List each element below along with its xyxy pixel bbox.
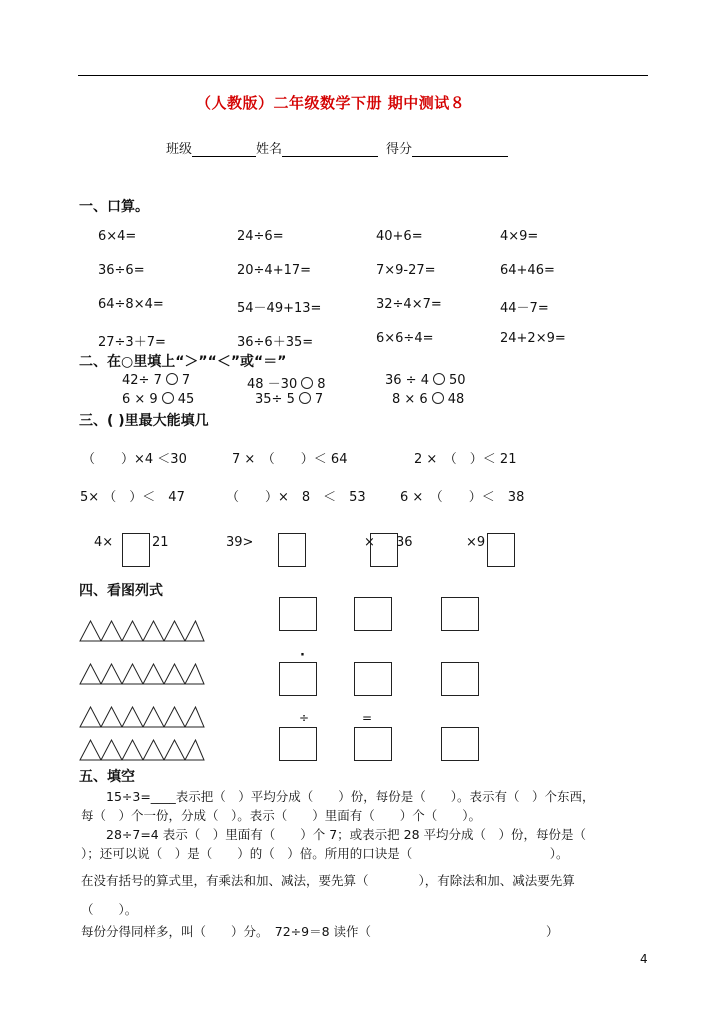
inequality-item: 6 × （ ）＜ 38 [400,490,525,505]
inequality-item: （ ）× 8 ＜ 53 [226,490,366,505]
compare-item: 8 × 6 48 [392,392,465,407]
compare-circle[interactable] [433,373,445,385]
division-sign: ÷ [299,711,310,725]
triangle-row [79,620,205,642]
answer-box[interactable] [487,533,515,567]
fill-line: 15÷3=____表示把（ ）平均分成（ ）份，每份是（ ）。表示有（ ）个东西， [106,789,595,804]
compare-item: 36 ÷ 4 50 [385,373,466,388]
compare-circle[interactable] [299,392,311,404]
fill-line: 每（ ）个一份，分成（ ）。表示（ ）里面有（ ）个（ ）。 [81,808,482,823]
equals-sign: = [362,711,373,725]
fill-line: 28÷7=4 表示（ ）里面有（ ）个 7；或表示把 28 平均分成（ ）份，每份是（ [106,827,587,842]
answer-box[interactable] [354,727,392,761]
name-field[interactable] [282,142,378,157]
fill-line: 在没有括号的算式里，有乘法和加、减法，要先算（ ），有除法和加、减法要先算 [81,873,575,888]
box-expr-text: ×9 [466,535,486,550]
name-label: 姓名 [256,142,283,157]
inequality-item: 2 × （ ）＜ 21 [414,452,517,467]
calc-item: 36÷6= [98,263,145,278]
answer-box[interactable] [278,533,306,567]
compare-circle[interactable] [301,377,313,389]
section3-heading: 三、( )里最大能填几 [79,413,209,429]
calc-item: 6×4= [98,229,137,244]
answer-box[interactable] [279,727,317,761]
compare-circle[interactable] [162,392,174,404]
calc-item: 24÷6= [237,229,284,244]
section5-heading: 五、填空 [79,769,135,785]
top-rule [78,75,648,76]
score-label: 得分 [386,142,413,157]
answer-box[interactable] [122,533,150,567]
class-field[interactable] [192,142,256,157]
answer-box[interactable] [370,533,398,567]
answer-box[interactable] [441,662,479,696]
compare-item: 42÷ 7 7 [122,373,191,388]
calc-item: 54－49+13= [237,301,322,316]
calc-item: 6×6÷4= [376,331,434,346]
calc-item: 4×9= [500,229,539,244]
calc-item: 32÷4×7= [376,297,442,312]
calc-item: 44－7= [500,301,549,316]
calc-item: 27÷3＋7= [98,335,166,350]
box-expr-text: 39> [226,535,254,550]
compare-item: 6 × 9 45 [122,392,195,407]
calc-item: 64÷8×4= [98,297,164,312]
triangle-row [79,663,205,685]
calc-item: 7×9-27= [376,263,436,278]
box-expr-text: × [364,535,375,550]
inequality-item: （ ）×4 ＜30 [82,452,187,467]
page-number: 4 [640,952,648,966]
dot-mark: · [300,648,305,663]
box-expr-text: 36 [396,535,413,550]
calc-item: 64+46= [500,263,555,278]
triangle-row [79,706,205,728]
section2-heading: 二、在○里填上“＞”“＜”或“＝” [79,354,287,370]
answer-box[interactable] [354,662,392,696]
compare-circle[interactable] [166,373,178,385]
section4-heading: 四、看图列式 [79,583,163,599]
compare-item: 35÷ 5 7 [255,392,324,407]
fill-line: ）；还可以说（ ）是（ ）的（ ）倍。所用的口诀是（ ）。 [81,846,569,861]
page-title: （人教版）二年级数学下册 期中测试８ [196,94,466,112]
inequality-item: 5× （ ）＜ 47 [80,490,185,505]
box-expr-text: 21 [152,535,169,550]
fill-line: 每份分得同样多，叫（ ）分。 72÷9＝8 读作（ ） [81,924,559,939]
calc-item: 20÷4+17= [237,263,312,278]
inequality-item: 7 × （ ）＜ 64 [232,452,348,467]
answer-box[interactable] [279,597,317,631]
box-expr-text: 4× [94,535,114,550]
score-field[interactable] [412,142,508,157]
calc-item: 36÷6＋35= [237,335,314,350]
section1-heading: 一、口算。 [79,199,149,215]
answer-box[interactable] [354,597,392,631]
answer-box[interactable] [279,662,317,696]
triangle-row [79,739,205,761]
compare-item: 48 －30 8 [247,377,326,392]
fill-line: （ ）。 [81,902,138,917]
calc-item: 40+6= [376,229,423,244]
class-label: 班级 [166,142,193,157]
info-line [166,138,508,157]
calc-item: 24+2×9= [500,331,566,346]
compare-circle[interactable] [432,392,444,404]
answer-box[interactable] [441,727,479,761]
answer-box[interactable] [441,597,479,631]
